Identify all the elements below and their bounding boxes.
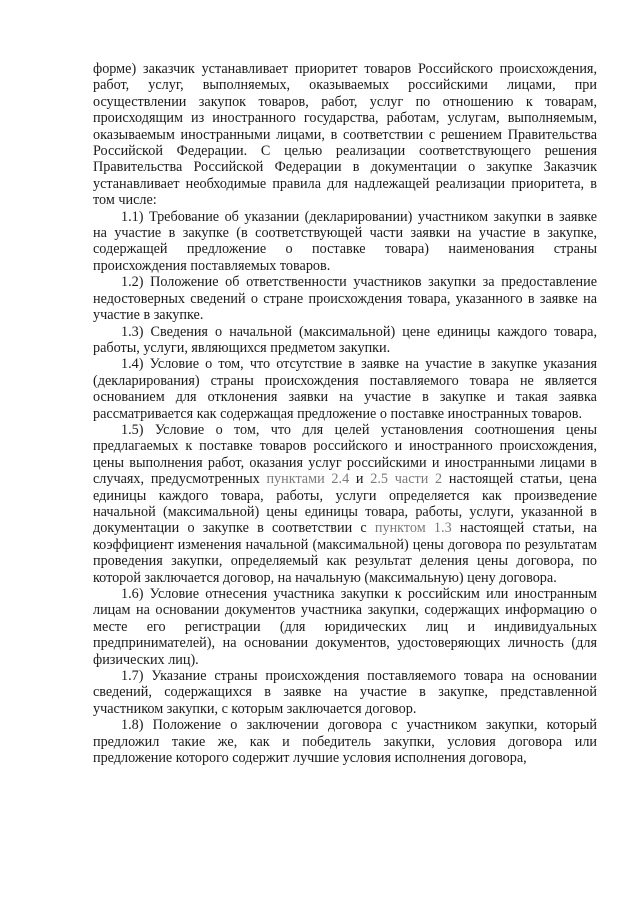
paragraph-1-3 bbox=[93, 324, 597, 357]
paragraph-text: 1.1) Требование об указании (декларировании) участником закупки в заявке на участие в закупке (в соответствующей части заявки на участие в закупке, содержащей предложение о поставке товара) наименования страны происхождения поставляемых товаров. bbox=[93, 208, 597, 274]
paragraph-1-5 bbox=[93, 422, 597, 586]
paragraph-1-4 bbox=[93, 356, 597, 422]
paragraph-intro bbox=[93, 61, 597, 209]
paragraph-text: 1.2) Положение об ответственности участников закупки за предоставление недостоверных сведений о стране происхождения товара, указанного в заявке на участие в закупке. bbox=[93, 274, 597, 324]
paragraph-1-8 bbox=[93, 717, 597, 766]
paragraph-text: настоящей статьи, цена единицы каждого товара, работы, услуги определяется как произведение начальной (максимальной) цены единицы товара, работы, услуги, указанной в документации о закупке в соответствии с bbox=[93, 471, 597, 537]
document-body bbox=[93, 61, 597, 766]
reference-link-point-1-3[interactable]: пунктом 1.3 bbox=[374, 520, 452, 537]
paragraph-text: настоящей статьи, на коэффициент изменения начальной (максимальной) цены договора по результатам проведения закупки, определяемый как результат деления цены договора, по которой заключается договор, на начальную (максимальную) цену договора. bbox=[93, 520, 597, 586]
paragraph-1-1 bbox=[93, 209, 597, 275]
paragraph-1-2 bbox=[93, 274, 597, 323]
reference-link-point-2-5[interactable]: 2.5 bbox=[370, 471, 389, 488]
paragraph-text: 1.5) Условие о том, что для целей установления соотношения цены предлагаемых к поставке товаров российского и иностранного происхождения, цены выполнения работ, оказания услуг российскими и иностранными лицами в случаях, предусмотренных bbox=[93, 421, 597, 488]
paragraph-text bbox=[388, 471, 395, 487]
paragraph-text: и bbox=[349, 471, 371, 488]
reference-link-part-2[interactable]: части 2 bbox=[394, 471, 443, 488]
paragraph-text: 1.3) Сведения о начальной (максимальной) цене единицы каждого товара, работы, услуги, являющихся предметом закупки. bbox=[93, 323, 597, 356]
paragraph-text: 1.7) Указание страны происхождения поставляемого товара на основании сведений, содержащихся в заявке на участие в закупке, представленной участником закупки, с которым заключается договор. bbox=[93, 668, 597, 717]
paragraph-1-7 bbox=[93, 668, 597, 717]
paragraph-text: 1.8) Положение о заключении договора с участником закупки, который предложил такие же, как и победитель закупки, условия договора или предложение которого содержит лучшие условия исполнения договора, bbox=[93, 717, 597, 767]
reference-link-points-2-4[interactable]: пунктами 2.4 bbox=[266, 471, 350, 488]
paragraph-text: 1.6) Условие отнесения участника закупки к российским или иностранным лицам на основании документов участника закупки, содержащих информацию о месте его регистрации (для юридических лиц и индивидуальных предпринимателей), на основании документов, удостоверяющих личность (для физических лиц). bbox=[93, 586, 597, 668]
paragraph-1-6 bbox=[93, 586, 597, 668]
paragraph-text: форме) заказчик устанавливает приоритет товаров Российского происхождения, работ, услуг, выполняемых, оказываемых российскими лицами, при осуществлении закупок товаров, работ, услуг по отношению к товарам, происходящим из иностранного государства, работам, услугам, выполняемым, оказываемым иностранными лицами, в соответствии с решением Правительства Российской Федерации. С целью реализации соответствующего решения Правительства Российской Федерации в документации о закупке Заказчик устанавливает необходимые правила для надлежащей реализации приоритета, в том числе: bbox=[93, 61, 597, 209]
paragraph-text: 1.4) Условие о том, что отсутствие в заявке на участие в закупке указания (декларирования) страны происхождения поставляемого товара не является основанием для отклонения заявки на участие в закупке и такая заявка рассматривается как содержащая предложение о поставке иностранных товаров. bbox=[93, 356, 597, 422]
